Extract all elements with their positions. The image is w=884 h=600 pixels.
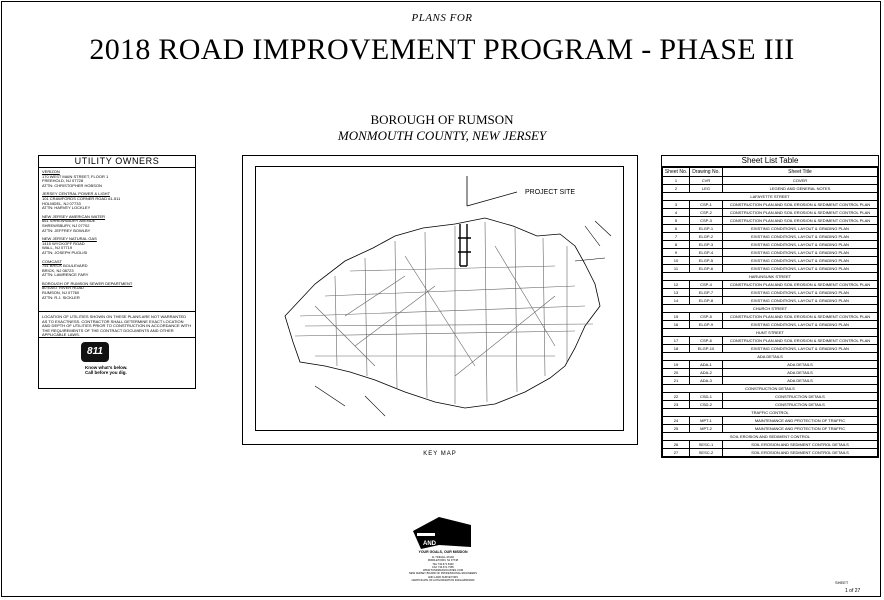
- sheet-section-row: [663, 193, 878, 201]
- sheet-title-cell: EXISTING CONDITIONS, LAYOUT & GRADING PLAN: [723, 249, 878, 257]
- sheet-number-cell: 11: [663, 265, 690, 273]
- utility-owner: [42, 170, 192, 188]
- utility-owner-line: 1415 WYCKOFF ROAD: [42, 240, 85, 246]
- utility-owner-line: ATTN: JOSEPH PUGLISI: [42, 249, 88, 255]
- sheet-row: [663, 361, 878, 369]
- sheet-row: [663, 321, 878, 329]
- coastline: [285, 218, 600, 408]
- firm-address-line: TEL 732.671.6400: [432, 562, 454, 566]
- sheet-number-cell: 5: [663, 217, 690, 225]
- drawing-number-cell: CSD-2: [690, 401, 723, 409]
- drawing-number-cell: ELGP-1: [690, 225, 723, 233]
- sheet-number-cell: 25: [663, 425, 690, 433]
- utility-owner-line: 170 WEST MAIN STREET, FLOOR 1: [42, 173, 109, 179]
- sheet-section-row: [663, 305, 878, 313]
- sheet-row: [663, 401, 878, 409]
- sheet-title-cell: COVER: [723, 177, 878, 185]
- sheet-number-cell: 6: [663, 225, 690, 233]
- key-map-drawing: [255, 166, 624, 431]
- utility-owner-line: 80 EAST RIVER ROAD: [42, 285, 84, 291]
- firm-address-line: 11 TINDALL ROAD: [431, 556, 455, 559]
- sheet-section-label: SOIL EROSION AND SEDIMENT CONTROL: [663, 433, 878, 441]
- sheet-number-cell: 8: [663, 241, 690, 249]
- sheet-number-cell: 4: [663, 209, 690, 217]
- sheet-number-cell: 2: [663, 185, 690, 193]
- col-sheet-no: Sheet No.: [663, 168, 690, 177]
- sheet-section-label: LAFAYETTE STREET: [663, 193, 878, 201]
- sheet-title-cell: EXISTING CONDITIONS, LAYOUT & GRADING PLAN: [723, 321, 878, 329]
- project-site-leader: [467, 176, 517, 206]
- utility-owner-name: BOROUGH OF RUMSON SEWER DEPARTMENT: [42, 280, 133, 286]
- sheet-number-cell: 12: [663, 281, 690, 289]
- utility-owner-name: VERIZON: [42, 169, 60, 174]
- sheet-number-cell: 19: [663, 361, 690, 369]
- sheet-row: [663, 369, 878, 377]
- utility-owner-line: WALL, NJ 07719: [42, 245, 73, 251]
- sheet-title-cell: MAINTENANCE AND PROTECTION OF TRAFFIC: [723, 417, 878, 425]
- sheet-title-cell: EXISTING CONDITIONS, LAYOUT & GRADING PLAN: [723, 345, 878, 353]
- utility-owner-line: 101 CRAWFORDS CORNER ROAD #1-511: [42, 195, 121, 201]
- utility-owner-line: ATTN: CHRISTOPHER HOBSON: [42, 182, 102, 188]
- plans-for-label: PLANS FOR: [411, 12, 473, 24]
- firm-address-line: CERTIFICATE OF AUTHORIZATION #24GA28001600: [411, 579, 475, 583]
- firm-address-line: NEW JERSEY BOARD OF PROFESSIONAL ENGINEERS: [409, 572, 477, 576]
- sheet-title-cell: EXISTING CONDITIONS, LAYOUT & GRADING PLAN: [723, 233, 878, 241]
- drawing-number-cell: ELGP-9: [690, 321, 723, 329]
- sheet-title-cell: CONSTRUCTION PLAN AND SOIL EROSION & SEDIMENT CONTROL PLAN: [723, 313, 878, 321]
- drawing-number-cell: CSP-1: [690, 201, 723, 209]
- utility-owner-line: ATTN: HARVEY LOCKLEY: [42, 205, 91, 211]
- drawing-number-cell: CSD-1: [690, 393, 723, 401]
- sheet-section-label: ADA DETAILS: [663, 353, 878, 361]
- drawing-number-cell: CSP-3: [690, 217, 723, 225]
- sheet-row: [663, 209, 878, 217]
- county-name: MONMOUTH COUNTY, NEW JERSEY: [337, 128, 547, 143]
- sheet-row: [663, 201, 878, 209]
- sheet-row: [663, 265, 878, 273]
- sheet-list-header-row: [663, 168, 878, 177]
- utility-owner: [42, 215, 192, 233]
- drawing-number-cell: CSP-6: [690, 337, 723, 345]
- utility-owner-line: RUMSON, NJ 07760: [42, 290, 80, 296]
- col-drawing-no: Drawing No.: [690, 168, 723, 177]
- utility-owners-title: UTILITY OWNERS: [39, 156, 195, 168]
- sheet-section-label: CONSTRUCTION DETAILS: [663, 385, 878, 393]
- drawing-number-cell: ELGP-6: [690, 265, 723, 273]
- sheet-row: [663, 281, 878, 289]
- sheet-number-cell: 18: [663, 345, 690, 353]
- utility-owner-line: 661 SHREWSBURY AVENUE: [42, 218, 96, 224]
- sheet-section-row: [663, 353, 878, 361]
- sheet-section-row: [663, 433, 878, 441]
- utility-owner-line: SHREWSBURY, NJ 07702: [42, 222, 90, 228]
- drawing-number-cell: ELGP-2: [690, 233, 723, 241]
- sheet-number-cell: 9: [663, 249, 690, 257]
- sheet-row: [663, 393, 878, 401]
- utility-owner-name: NEW JERSEY AMERICAN WATER: [42, 213, 106, 219]
- firm-address-line: MIDDLETOWN, NJ 07748: [427, 559, 459, 563]
- sheet-number-cell: 23: [663, 401, 690, 409]
- call-811-block: [39, 338, 195, 388]
- sheet-title-cell: EXISTING CONDITIONS, LAYOUT & GRADING PLAN: [723, 241, 878, 249]
- drawing-number-cell: CSP-2: [690, 209, 723, 217]
- sheet-title-cell: ADA DETAILS: [723, 369, 878, 377]
- call-811-text: [85, 365, 130, 375]
- utility-owner: [42, 237, 192, 255]
- utility-owner-list: [39, 168, 195, 312]
- sheet-row: [663, 449, 878, 457]
- utility-owners-box: [38, 155, 196, 389]
- sheet-row: [663, 185, 878, 193]
- sheet-number-cell: 24: [663, 417, 690, 425]
- sheet-number-cell: 26: [663, 441, 690, 449]
- sheet-title-cell: CONSTRUCTION PLAN AND SOIL EROSION & SEDIMENT CONTROL PLAN: [723, 217, 878, 225]
- firm-address-line: AND LAND SURVEYORS: [427, 575, 459, 579]
- sheet-number-cell: 7: [663, 233, 690, 241]
- sheet-title-cell: CONSTRUCTION DETAILS: [723, 401, 878, 409]
- drawing-number-cell: CSP-4: [690, 281, 723, 289]
- call-811-line2: Call before you dig.: [85, 370, 127, 375]
- sheet-row: [663, 345, 878, 353]
- utility-owner-line: ATTN: JEFFREY BOWLBY: [42, 227, 91, 233]
- sheet-section-row: [663, 273, 878, 281]
- sheet-row: [663, 217, 878, 225]
- sheet-number-cell: 15: [663, 313, 690, 321]
- sheet-section-row: [663, 409, 878, 417]
- sheet-title-cell: EXISTING CONDITIONS, LAYOUT & GRADING PLAN: [723, 225, 878, 233]
- borough-block: [0, 112, 884, 144]
- utility-owner-line: ATTN: R.J. SICKLER: [42, 294, 80, 300]
- sheet-number-cell: 13: [663, 289, 690, 297]
- sheet-section-row: [663, 385, 878, 393]
- utility-owner-name: COMCAST: [42, 258, 62, 264]
- sheet-title-cell: EXISTING CONDITIONS, LAYOUT & GRADING PLAN: [723, 289, 878, 297]
- sheet-row: [663, 417, 878, 425]
- project-title: 2018 ROAD IMPROVEMENT PROGRAM - PHASE III: [89, 33, 795, 66]
- logo-tagline: YOUR GOALS, OUR MISSION: [418, 550, 468, 554]
- sheet-row: [663, 241, 878, 249]
- sheet-section-label: HARUNSUNK STREET: [663, 273, 878, 281]
- drawing-number-cell: ADA-3: [690, 377, 723, 385]
- sheet-title-cell: ADA DETAILS: [723, 377, 878, 385]
- sheet-row: [663, 441, 878, 449]
- call-811-line1: Know what's below.: [85, 365, 128, 370]
- utility-owner-line: FREEHOLD, NJ 07728: [42, 178, 84, 184]
- drawing-number-cell: ADA-2: [690, 369, 723, 377]
- sheet-list-table: [661, 155, 879, 458]
- borough-name: BOROUGH OF RUMSON: [370, 112, 514, 127]
- drawing-number-cell: ELGP-8: [690, 297, 723, 305]
- sheet-title-cell: CONSTRUCTION PLAN AND SOIL EROSION & SEDIMENT CONTROL PLAN: [723, 281, 878, 289]
- sheet-row: [663, 297, 878, 305]
- sheet-number-cell: 3: [663, 201, 690, 209]
- utility-owner-line: ATTN: LAWRENCE FARY: [42, 272, 89, 278]
- sheet-number-cell: 21: [663, 377, 690, 385]
- sheet-title-cell: CONSTRUCTION PLAN AND SOIL EROSION & SEDIMENT CONTROL PLAN: [723, 209, 878, 217]
- sheet-number: 1 of 27: [845, 588, 861, 594]
- utility-owner-name: JERSEY CENTRAL POWER & LIGHT: [42, 191, 111, 197]
- sheet-title-cell: CONSTRUCTION DETAILS: [723, 393, 878, 401]
- svg-text:AND: AND: [423, 541, 436, 547]
- sheet-row: [663, 233, 878, 241]
- sheet-row: [663, 177, 878, 185]
- drawing-number-cell: SESC-2: [690, 449, 723, 457]
- sheet-row: [663, 313, 878, 321]
- sheet-list: [662, 167, 878, 457]
- firm-address-line: WWW.TANDMASSOCIATES.COM: [422, 569, 464, 573]
- sheet-row: [663, 249, 878, 257]
- utility-owner-line: BRICK, NJ 08723: [42, 267, 74, 273]
- utility-disclaimer: LOCATION OF UTILITIES SHOWN ON THESE PLANS ARE NOT WARRANTED AS TO EXACTNESS. CONTRACTOR SHALL DETERMINE EXACT LOCATION AND DEPTH OF UTILITIES PRIOR TO CONSTRUCTION IN ACCORDANCE WITH THE REQUIREMENTS OF THE CONTRACT DOCUMENTS AND OTHER APPLICABLE LAWS.: [39, 312, 195, 338]
- drawing-number-cell: MPT-1: [690, 417, 723, 425]
- sheet-row: [663, 377, 878, 385]
- utility-owner: [42, 192, 192, 210]
- sheet-title-cell: ADA DETAILS: [723, 361, 878, 369]
- drawing-number-cell: ELGP-3: [690, 241, 723, 249]
- sheet-title-cell: EXISTING CONDITIONS, LAYOUT & GRADING PLAN: [723, 257, 878, 265]
- key-map-caption: KEY MAP: [423, 451, 457, 457]
- sheet-section-label: CHURCH STREET: [663, 305, 878, 313]
- sheet-section-label: TRAFFIC CONTROL: [663, 409, 878, 417]
- utility-owner-line: HOLMDEL, NJ 07733: [42, 200, 81, 206]
- sheet-number-cell: 27: [663, 449, 690, 457]
- utility-owner: [42, 282, 192, 300]
- drawing-number-cell: ELGP-7: [690, 289, 723, 297]
- sheet-title-cell: CONSTRUCTION PLAN AND SOIL EROSION & SEDIMENT CONTROL PLAN: [723, 201, 878, 209]
- drawing-number-cell: CSP-5: [690, 313, 723, 321]
- utility-owner-line: 751 BRICK BOULEVARD: [42, 263, 88, 269]
- sheet-row: [663, 225, 878, 233]
- sheet-number-cell: 22: [663, 393, 690, 401]
- sheet-number-cell: 1: [663, 177, 690, 185]
- sheet-number-cell: 14: [663, 297, 690, 305]
- sheet-title-cell: SOIL EROSION AND SEDIMENT CONTROL DETAILS: [723, 449, 878, 457]
- project-site-label: PROJECT SITE: [525, 189, 576, 196]
- sheet-title-cell: EXISTING CONDITIONS, LAYOUT & GRADING PLAN: [723, 265, 878, 273]
- sheet-number-cell: 17: [663, 337, 690, 345]
- drawing-number-cell: CVR: [690, 177, 723, 185]
- sheet-number-cell: 10: [663, 257, 690, 265]
- drawing-number-cell: ADA-1: [690, 361, 723, 369]
- drawing-number-cell: ELGP-4: [690, 249, 723, 257]
- firm-address: [408, 556, 478, 582]
- sheet-title-cell: CONSTRUCTION PLAN AND SOIL EROSION & SEDIMENT CONTROL PLAN: [723, 337, 878, 345]
- sheet-number-cell: 16: [663, 321, 690, 329]
- drawing-number-cell: ELGP-5: [690, 257, 723, 265]
- drawing-number-cell: SESC-1: [690, 441, 723, 449]
- drawing-number-cell: ELGP-10: [690, 345, 723, 353]
- call-811-logo: 811: [81, 342, 109, 362]
- sheet-list-title: Sheet List Table: [662, 156, 878, 167]
- sheet-row: [663, 425, 878, 433]
- col-sheet-title: Sheet Title: [723, 168, 878, 177]
- sheet-label: SHEET: [835, 580, 849, 585]
- firm-address-line: FAX 732.671.7365: [432, 565, 454, 569]
- utility-owner-name: NEW JERSEY NATURAL GAS: [42, 236, 97, 242]
- sheet-title-cell: SOIL EROSION AND SEDIMENT CONTROL DETAILS: [723, 441, 878, 449]
- sheet-number-cell: 20: [663, 369, 690, 377]
- sheet-row: [663, 289, 878, 297]
- drawing-number-cell: MPT-2: [690, 425, 723, 433]
- sheet-row: [663, 337, 878, 345]
- sheet-title-cell: LEGEND AND GENERAL NOTES: [723, 185, 878, 193]
- drawing-number-cell: LEG: [690, 185, 723, 193]
- sheet-title-cell: MAINTENANCE AND PROTECTION OF TRAFFIC: [723, 425, 878, 433]
- sheet-row: [663, 257, 878, 265]
- sheet-section-row: [663, 329, 878, 337]
- utility-owner: [42, 260, 192, 278]
- sheet-section-label: HUNT STREET: [663, 329, 878, 337]
- sheet-title-cell: EXISTING CONDITIONS, LAYOUT & GRADING PLAN: [723, 297, 878, 305]
